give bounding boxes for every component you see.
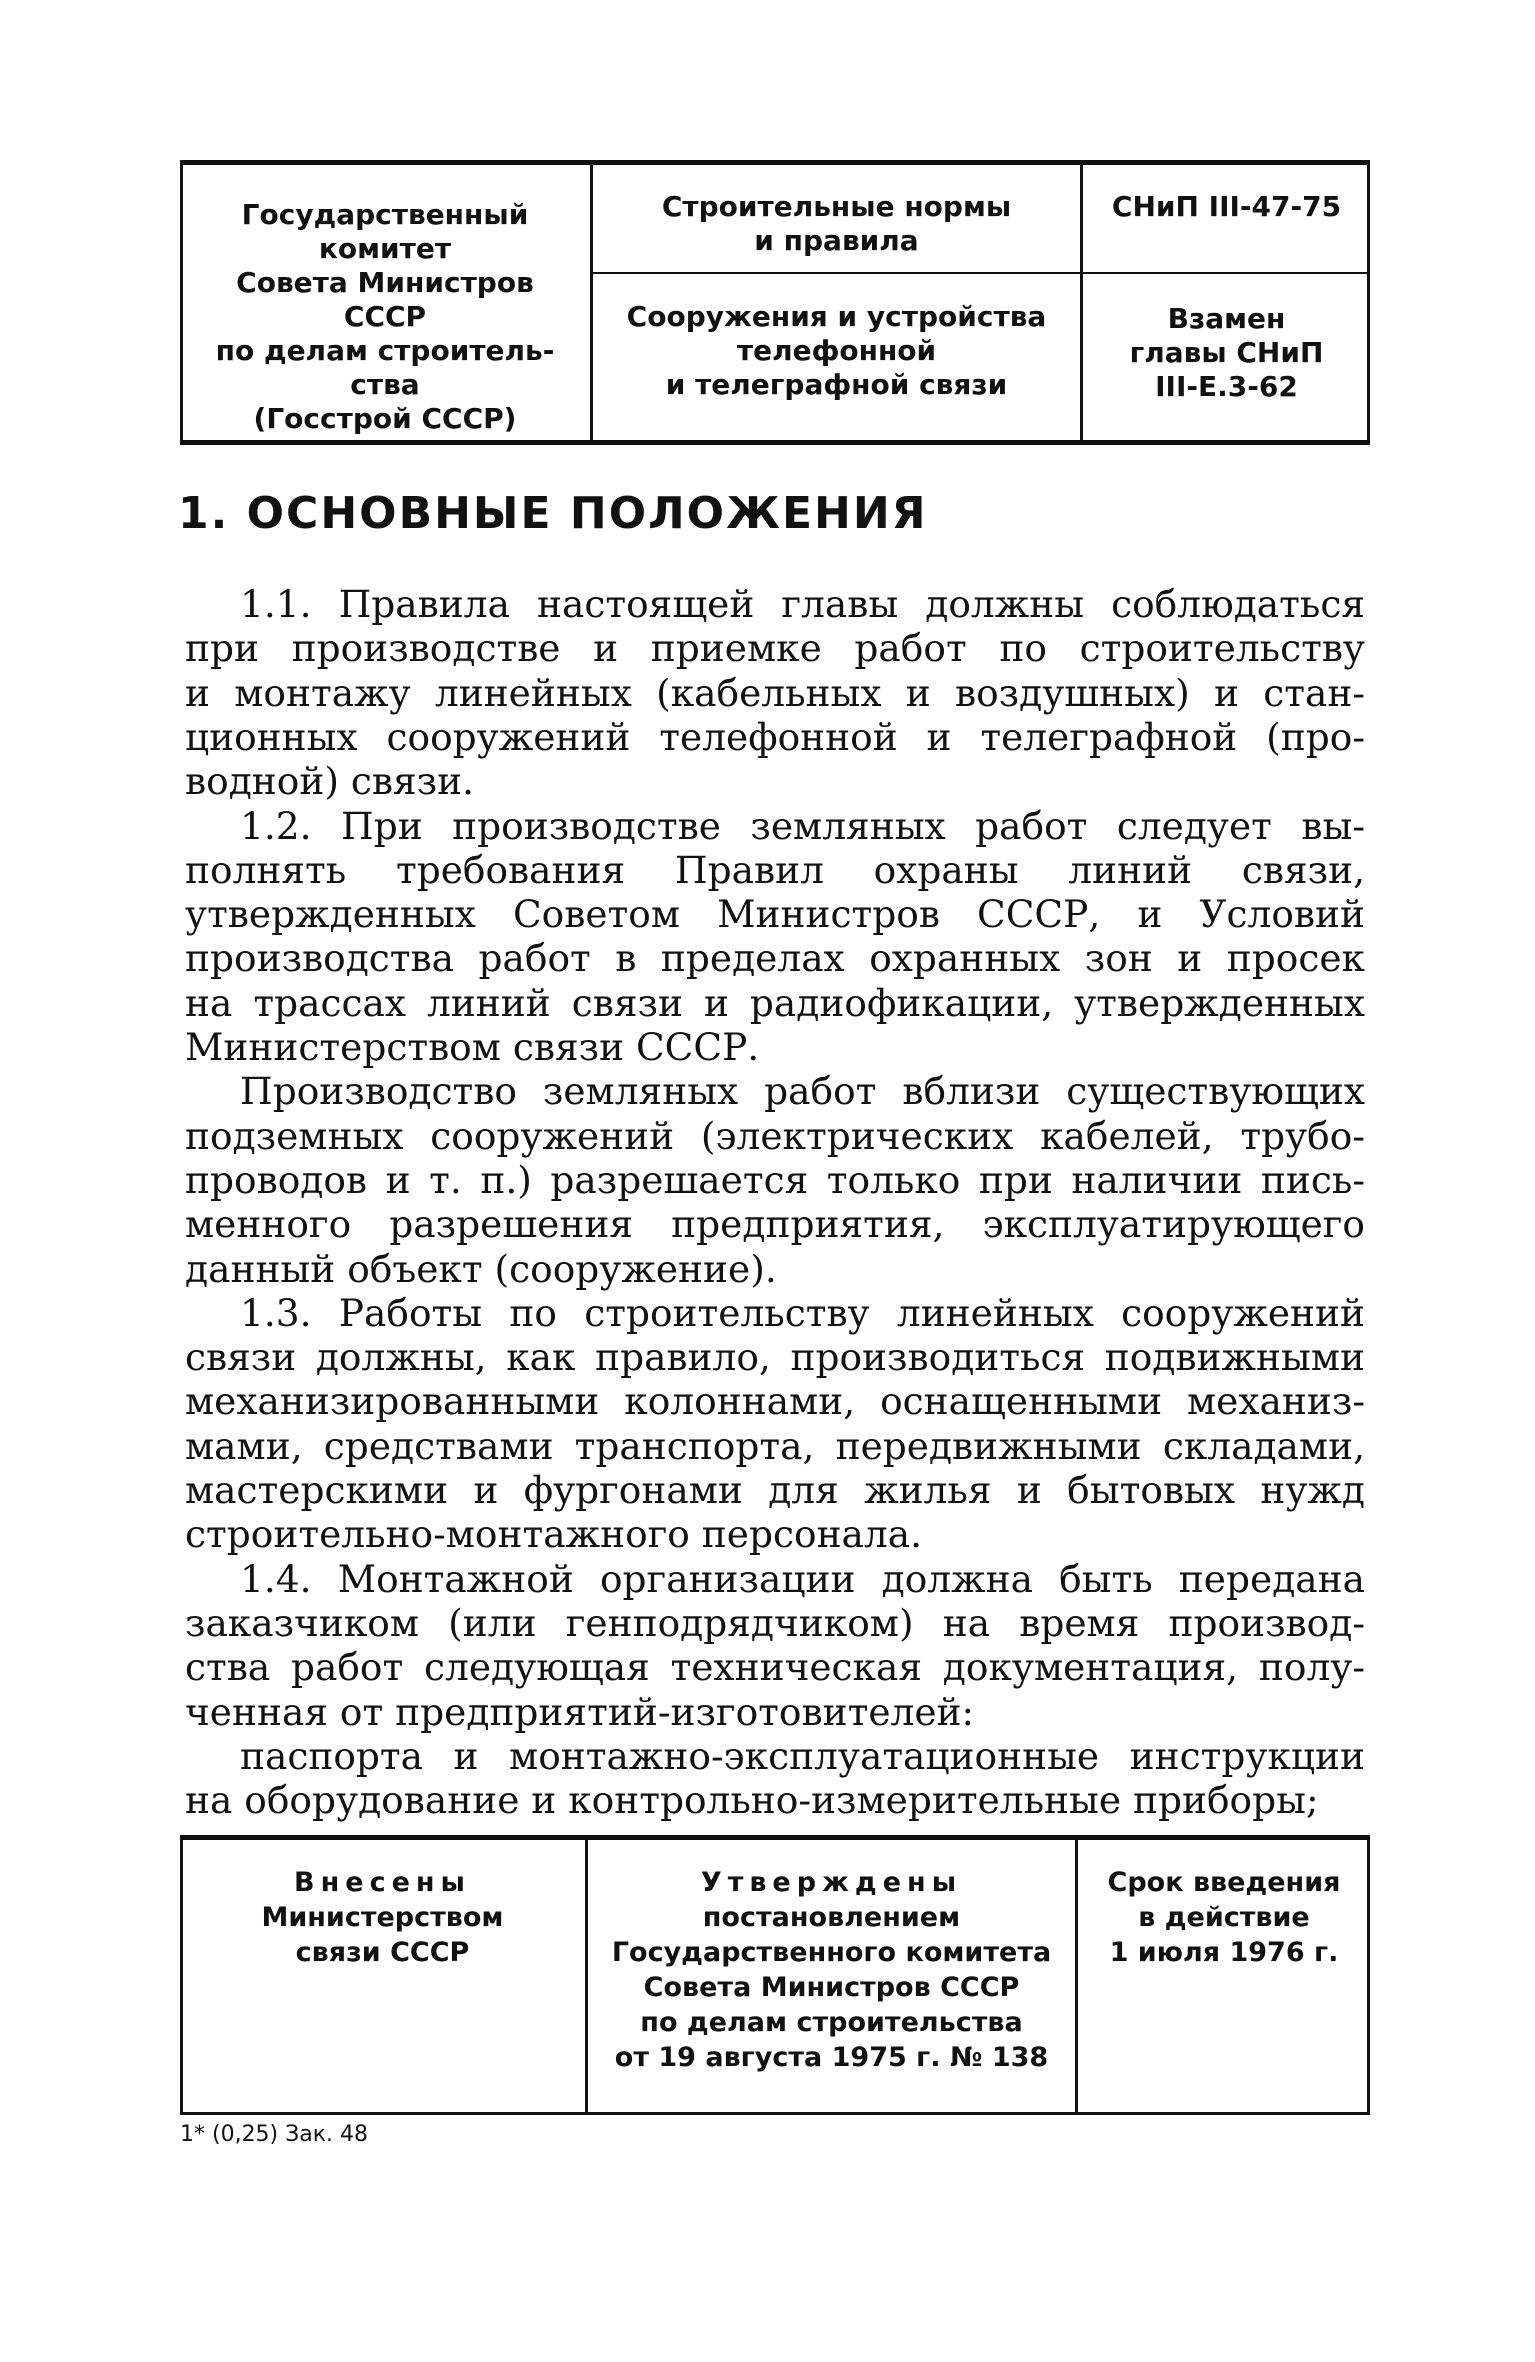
effective-cell: Срок введения в действие 1 июля 1976 г. <box>1107 1867 1341 1968</box>
text-line: ченная от предприятий-изготовителей: <box>185 1689 975 1734</box>
text-line: производства работ в пределах охранных зон и просек <box>185 936 1365 981</box>
text-line: связи должны, как правило, производиться подвижными <box>185 1335 1365 1380</box>
text-line: 1.3. Работы по строительству линейных сооружений <box>240 1290 1365 1335</box>
text-line: Министерством связи СССР. <box>185 1025 760 1069</box>
text-line: при производстве и приемке работ по строительству <box>185 626 1365 671</box>
text-line: проводов и т. п.) разрешается только при наличии пись- <box>185 1157 1365 1202</box>
approval-top-rule <box>180 1835 1370 1840</box>
text-line: на трассах линий связи и радиофикации, утвержденных <box>185 980 1365 1025</box>
text-line: Производство земляных работ вблизи существующих <box>240 1069 1365 1114</box>
text-line: механизированными колоннами, оснащенными механиз- <box>185 1379 1365 1424</box>
approval-bottom-rule <box>180 2112 1370 2115</box>
text-line: 1.4. Монтажной организации должна быть передана <box>240 1556 1365 1601</box>
issuer-cell: Государственный комитет Совета Министров СССР по делам строитель- ства (Госстрой СССР) <box>215 198 555 435</box>
header-top-rule <box>180 160 1370 165</box>
footnote: 1* (0,25) Зак. 48 <box>180 2122 368 2147</box>
text-line: подземных сооружений (электрических кабелей, трубо- <box>185 1113 1365 1158</box>
header-table <box>180 160 1370 445</box>
header-bottom-rule <box>180 440 1370 445</box>
section-title: 1. ОСНОВНЫЕ ПОЛОЖЕНИЯ <box>178 488 928 539</box>
text-line: водной) связи. <box>185 759 475 804</box>
text-line: полнять требования Правил охраны линий связи, <box>185 847 1365 892</box>
submitted-cell: Внесены Министерством связи СССР <box>261 1867 504 1968</box>
text-line: утвержденных Советом Министров СССР, и Условий <box>185 892 1365 937</box>
doc-title-cell: Сооружения и устройства телефонной и телеграфной связи <box>626 300 1047 401</box>
text-line: ства работ следующая техническая документация, полу- <box>185 1645 1365 1690</box>
text-line: паспорта и монтажно-эксплуатационные инструкции <box>240 1733 1365 1778</box>
doc-type-cell: Строительные нормы и правила <box>661 190 1012 257</box>
approval-table <box>180 1835 1370 2115</box>
text-line: строительно-монтажного персонала. <box>185 1512 923 1557</box>
text-line: данный объект (сооружение). <box>185 1246 777 1291</box>
text-line: ционных сооружений телефонной и телеграфной (про- <box>185 714 1365 759</box>
text-line: 1.1. Правила настоящей главы должны соблюдаться <box>240 582 1365 626</box>
text-line: 1.2. При производстве земляных работ следует вы- <box>240 803 1365 848</box>
doc-code: СНиП III-47-75 <box>1111 190 1342 223</box>
replaces-cell: Взамен главы СНиП III-Е.3-62 <box>1129 302 1324 403</box>
text-line: на оборудование и контрольно-измерительные приборы; <box>185 1778 1319 1823</box>
approved-cell: Утверждены постановлением Государственного комитета Совета Министров СССР по делам строительства от 19 августа 1975 г. № 138 <box>611 1867 1052 2073</box>
text-line: заказчиком (или генподрядчиком) на время производ- <box>185 1600 1365 1645</box>
text-line: мастерскими и фургонами для жилья и бытовых нужд <box>185 1468 1365 1512</box>
text-line: менного разрешения предприятия, эксплуатирующего <box>185 1202 1365 1247</box>
text-line: мами, средствами транспорта, передвижными складами, <box>185 1423 1365 1468</box>
text-line: и монтажу линейных (кабельных и воздушных) и стан- <box>185 670 1365 715</box>
header-mid-rule <box>593 272 1370 274</box>
